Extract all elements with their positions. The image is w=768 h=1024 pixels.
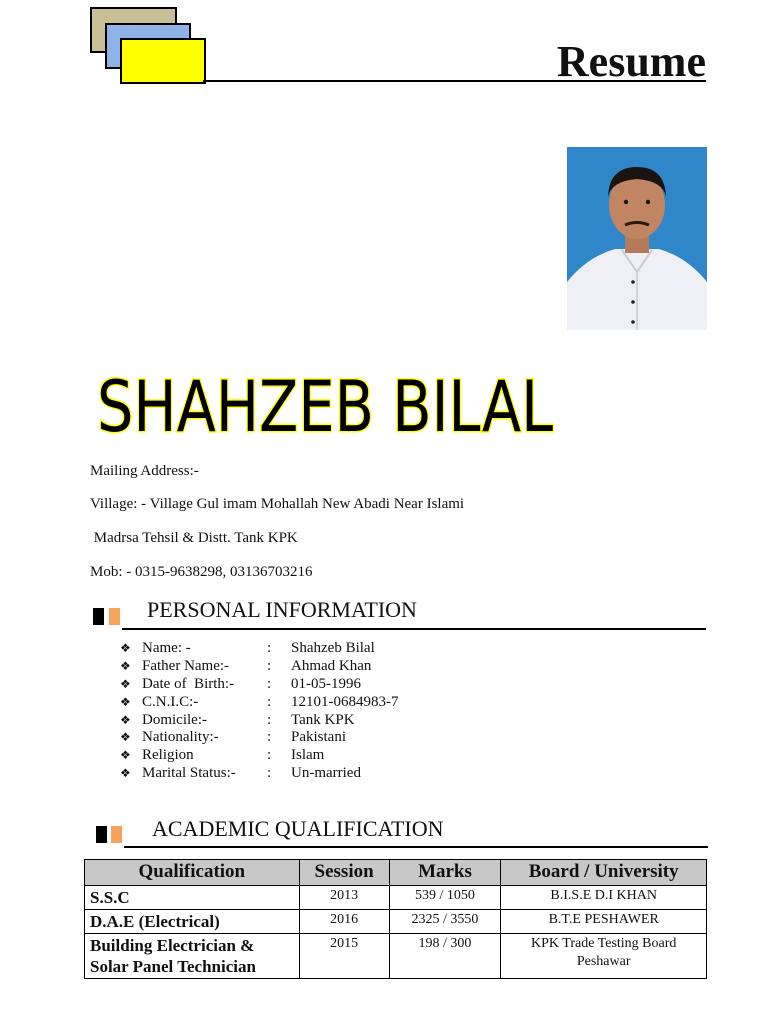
info-label: Date of Birth:- xyxy=(142,675,235,692)
info-value: Ahmad Khan xyxy=(291,658,372,675)
marks-cell: 2325 / 3550 xyxy=(389,910,501,934)
person-portrait-icon xyxy=(567,147,707,330)
section-marker-black-icon xyxy=(93,608,104,625)
list-item xyxy=(120,729,399,747)
table-header-row xyxy=(85,860,707,886)
info-label: C.N.I.C:- xyxy=(142,693,199,710)
diamond-bullet-icon: ❖ xyxy=(120,676,131,691)
list-item xyxy=(120,676,399,694)
info-value: 01-05-1996 xyxy=(291,675,361,692)
qualification-cell: D.A.E (Electrical) xyxy=(85,910,300,934)
candidate-name: SHAHZEB BILAL xyxy=(97,366,554,448)
table-row xyxy=(85,910,707,934)
column-header-marks: Marks xyxy=(389,860,501,886)
session-cell: 2015 xyxy=(299,934,389,979)
list-item xyxy=(120,747,399,765)
list-item xyxy=(120,711,399,729)
info-label: Father Name:- xyxy=(142,658,230,675)
village-address-line: Village: - Village Gul imam Mohallah New Abadi Near Islami xyxy=(90,496,465,512)
list-item xyxy=(120,693,399,711)
personal-info-divider xyxy=(122,628,706,630)
mailing-address-label: Mailing Address:- xyxy=(90,463,199,479)
column-header-board: Board / University xyxy=(501,860,707,886)
board-cell: B.I.S.E D.I KHAN xyxy=(501,886,707,910)
section-marker-black-icon xyxy=(96,826,107,843)
academic-table xyxy=(84,859,707,979)
list-item xyxy=(120,658,399,676)
section-marker-orange-icon xyxy=(111,826,122,843)
info-colon: : xyxy=(267,747,272,764)
info-value: Un-married xyxy=(291,764,361,781)
diamond-bullet-icon: ❖ xyxy=(120,641,131,656)
board-cell: B.T.E PESHAWER xyxy=(501,910,707,934)
info-value: Pakistani xyxy=(291,729,346,746)
page-title: Resume xyxy=(556,37,706,86)
diamond-bullet-icon: ❖ xyxy=(120,712,131,727)
info-label: Religion xyxy=(142,747,194,764)
info-value: Tank KPK xyxy=(291,711,355,728)
personal-info-heading: PERSONAL INFORMATION xyxy=(147,597,417,622)
column-header-session: Session xyxy=(299,860,389,886)
mobile-numbers: Mob: - 0315-9638298, 03136703216 xyxy=(90,564,313,580)
info-value: 12101-0684983-7 xyxy=(291,693,399,710)
diamond-bullet-icon: ❖ xyxy=(120,694,131,709)
diamond-bullet-icon: ❖ xyxy=(120,659,131,674)
info-label: Marital Status:- xyxy=(142,764,236,781)
diamond-bullet-icon: ❖ xyxy=(120,765,131,780)
table-row xyxy=(85,934,707,979)
info-colon: : xyxy=(267,729,272,746)
personal-info-list xyxy=(120,640,399,782)
academic-divider xyxy=(124,846,708,848)
info-label: Name: - xyxy=(142,640,191,657)
decorative-box-yellow xyxy=(120,38,206,84)
profile-photo xyxy=(567,147,707,330)
table-row xyxy=(85,886,707,910)
board-cell: KPK Trade Testing Board Peshawar xyxy=(501,934,707,979)
info-value: Islam xyxy=(291,747,325,764)
info-colon: : xyxy=(267,675,272,692)
diamond-bullet-icon: ❖ xyxy=(120,730,131,745)
info-colon: : xyxy=(267,640,272,657)
info-colon: : xyxy=(267,658,272,675)
info-value: Shahzeb Bilal xyxy=(291,640,375,657)
session-cell: 2013 xyxy=(299,886,389,910)
info-colon: : xyxy=(267,711,272,728)
qualification-cell: S.S.C xyxy=(85,886,300,910)
info-colon: : xyxy=(267,764,272,781)
marks-cell: 539 / 1050 xyxy=(389,886,501,910)
qualification-cell: Building Electrician & Solar Panel Technician xyxy=(85,934,300,979)
info-colon: : xyxy=(267,693,272,710)
list-item xyxy=(120,640,399,658)
list-item xyxy=(120,765,399,783)
section-marker-orange-icon xyxy=(109,608,120,625)
academic-heading: ACADEMIC QUALIFICATION xyxy=(152,816,444,841)
info-label: Domicile:- xyxy=(142,711,207,728)
diamond-bullet-icon: ❖ xyxy=(120,748,131,763)
info-label: Nationality:- xyxy=(142,729,219,746)
column-header-qualification: Qualification xyxy=(85,860,300,886)
village-address-line-2: Madrsa Tehsil & Distt. Tank KPK xyxy=(90,530,298,546)
session-cell: 2016 xyxy=(299,910,389,934)
marks-cell: 198 / 300 xyxy=(389,934,501,979)
